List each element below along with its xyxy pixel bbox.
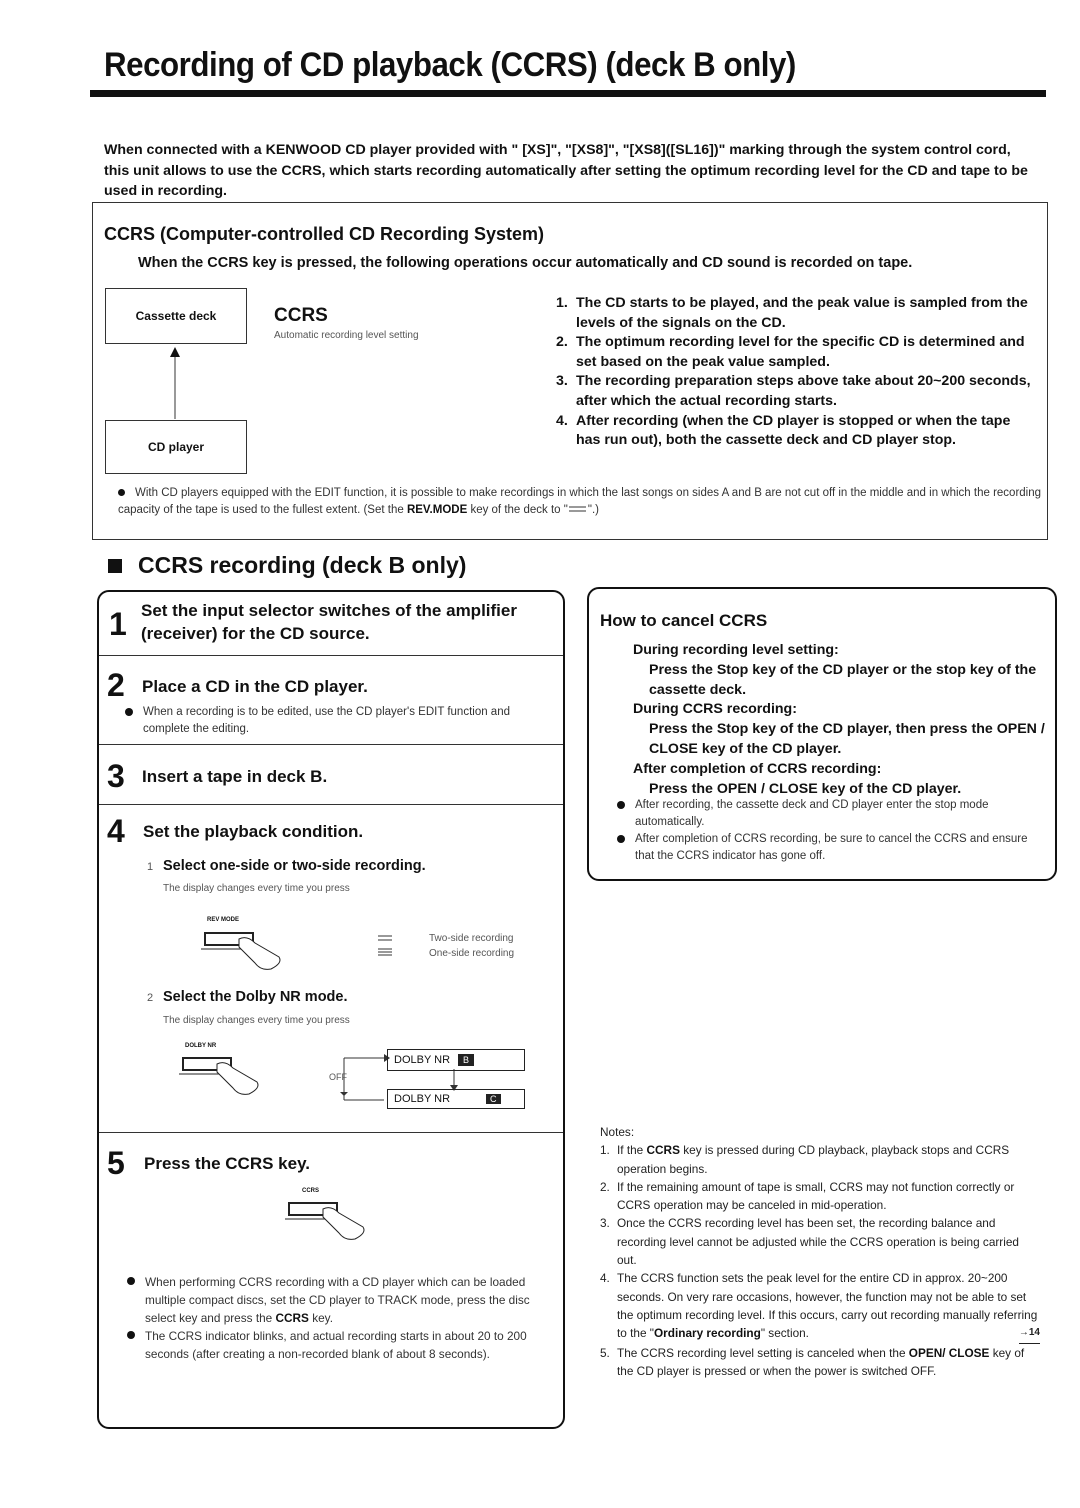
ccrs-key-icon[interactable]: [283, 1195, 393, 1245]
bullet-icon: [125, 708, 133, 716]
operations-list: [556, 294, 1038, 451]
note-item: 3. Once the CCRS recording level has been set, the recording balance and recording level cannot be adjusted while the CCRS operation is being carried out.: [600, 1216, 1019, 1268]
rev-mode-key-label: REV MODE: [207, 917, 240, 923]
step-2-text: Place a CD in the CD player.: [142, 677, 368, 696]
note-item: 1. If the CCRS key is pressed during CD playback, playback stops and CCRS operation begins.: [600, 1143, 1010, 1176]
ccrs-heading: CCRS (Computer-controlled CD Recording System): [104, 224, 545, 244]
rev-mode-key-icon[interactable]: [199, 925, 309, 975]
cd-player-box: [105, 420, 247, 474]
ccrs-sublabel: Automatic recording level setting: [274, 330, 419, 341]
step-2-note: When a recording is to be edited, use the CD player's EDIT function and complete the editing.: [125, 704, 555, 738]
notes-heading: Notes:: [600, 1125, 635, 1139]
substep-1-heading: Select one-side or two-side recording.: [163, 858, 426, 874]
bullet-icon: [118, 489, 125, 496]
cassette-deck-box: [105, 288, 247, 344]
two-side-mode-icon: [568, 505, 588, 513]
two-side-label: Two-side recording: [429, 933, 514, 944]
bullet-icon: [617, 801, 625, 809]
dolby-c-display: DOLBY NR C: [387, 1089, 525, 1109]
step-divider: [99, 655, 563, 656]
cassette-deck-label: Cassette deck: [135, 309, 217, 323]
square-bullet-icon: [108, 559, 122, 573]
operation-item: 2. The optimum recording level for the specific CD is determined and set based on the peak value sampled.: [556, 334, 1025, 370]
cancel-instruction: Press the Stop key of the CD player, then press the OPEN / CLOSE key of the CD player.: [649, 721, 1045, 757]
bullet-icon: [127, 1331, 135, 1339]
dolby-c-badge: C: [486, 1094, 501, 1104]
ccrs-key-label: CCRS: [302, 1188, 320, 1194]
note-item: 5. The CCRS recording level setting is canceled when the OPEN/ CLOSE key of the CD player is pressed or when the power is switched OFF.: [600, 1345, 1025, 1378]
operation-item: 1. The CD starts to be played, and the peak value is sampled from the levels of the signals on the CD.: [556, 295, 1028, 331]
up-arrow-icon: [165, 342, 185, 420]
section-heading: CCRS recording (deck B only): [108, 552, 466, 579]
dolby-b-display: DOLBY NR B: [387, 1049, 525, 1071]
page-title: Recording of CD playback (CCRS) (deck B only): [104, 46, 796, 84]
step-divider: [99, 804, 563, 805]
cancel-instruction: Press the Stop key of the CD player or the stop key of the cassette deck.: [649, 661, 1037, 698]
dolby-off-label: OFF: [329, 1072, 347, 1082]
dolby-nr-key-label: DOLBY NR: [185, 1043, 217, 1049]
dolby-nr-key-icon[interactable]: [177, 1050, 287, 1106]
step-number: 3: [107, 758, 125, 794]
edit-function-note: With CD players equipped with the EDIT function, it is possible to make recordings in which the last songs on sides A and B are not cut off in the middle and in which the recording capacity of the tape is used to the fullest extent. (Set the REV.MODE key of the deck to " ".): [118, 487, 1042, 516]
cancel-ccrs-box: [587, 587, 1057, 881]
step-number: 2: [107, 667, 125, 703]
ccrs-subheading: When the CCRS key is pressed, the following operations occur automatically and CD sound is recorded on tape.: [138, 255, 913, 271]
cancel-notes: After recording, the cassette deck and CD player enter the stop mode automatically. After completion of CCRS recording, be sure to cancel the CCRS and ensure that the CCRS indicator has gone off.: [617, 797, 1045, 865]
step-4-text: Set the playback condition.: [143, 822, 364, 841]
cancel-instructions: [633, 641, 1045, 799]
bullet-icon: [127, 1277, 135, 1285]
cancel-subheading: During CCRS recording:: [633, 701, 797, 718]
step-3-text: Insert a tape in deck B.: [142, 767, 328, 786]
cancel-title: How to cancel CCRS: [600, 611, 768, 630]
step-number: 4: [107, 813, 125, 849]
operation-item: 3. The recording preparation steps above take about 20~200 seconds, after which the actual recording starts.: [556, 373, 1031, 409]
step-number: 5: [107, 1145, 125, 1181]
substep-number: 1: [147, 861, 154, 873]
page-reference: →14: [1019, 1324, 1040, 1343]
step-divider: [99, 744, 563, 745]
cancel-subheading: After completion of CCRS recording:: [633, 760, 882, 777]
intro-paragraph: When connected with a KENWOOD CD player provided with " [XS]", "[XS8]", "[XS8]([SL16])" marking through the system control cord, this unit allows to use the CCRS, which starts recording automatically after setting the optimum recording level for the CD and tape to be used in recording.: [104, 142, 1028, 199]
rev-mode-symbols-icon: [376, 932, 396, 956]
bullet-icon: [617, 835, 625, 843]
one-side-label: One-side recording: [429, 948, 515, 959]
steps-panel: [97, 590, 565, 1429]
dolby-b-badge: B: [458, 1054, 474, 1066]
step-divider: [99, 1132, 563, 1133]
substep-1-note: The display changes every time you press: [163, 883, 350, 894]
step-5-text: Press the CCRS key.: [144, 1154, 310, 1173]
step-number: 1: [109, 606, 127, 642]
step-1-text: Set the input selector switches of the amplifier (receiver) for the CD source.: [141, 601, 517, 643]
title-rule: [90, 90, 1046, 97]
note-item: 4. The CCRS function sets the peak level for the entire CD in approx. 20~200 seconds. On very rare occasions, however, the function may not be able to set the optimum recording level. If this occurs, carry out recording manually referring to the "Ordinary recording" section. →14: [600, 1269, 1040, 1343]
substep-2-note: The display changes every time you press: [163, 1015, 350, 1026]
substep-number: 2: [147, 992, 154, 1004]
cancel-instruction: Press the OPEN / CLOSE key of the CD player.: [649, 780, 962, 797]
cancel-subheading: During recording level setting:: [633, 642, 839, 658]
note-item: 2. If the remaining amount of tape is small, CCRS may not function correctly or CCRS operation may be canceled in mid-operation.: [600, 1179, 1015, 1213]
ccrs-label: CCRS: [274, 305, 328, 326]
cd-player-label: CD player: [147, 440, 205, 454]
notes-section: [600, 1123, 1040, 1380]
operation-item: 4. After recording (when the CD player is stopped or when the tape has run out), both the cassette deck and CD player stop.: [556, 412, 1011, 449]
substep-2-heading: Select the Dolby NR mode.: [163, 989, 348, 1005]
step-5-notes: When performing CCRS recording with a CD player which can be loaded multiple compact discs, set the CD player to TRACK mode, press the disc select key and press the CCRS key. The CCRS indicator blinks, and actual recording starts in about 20 to 200 seconds (after creating a non-recorded blank of about 8 seconds).: [127, 1273, 552, 1363]
